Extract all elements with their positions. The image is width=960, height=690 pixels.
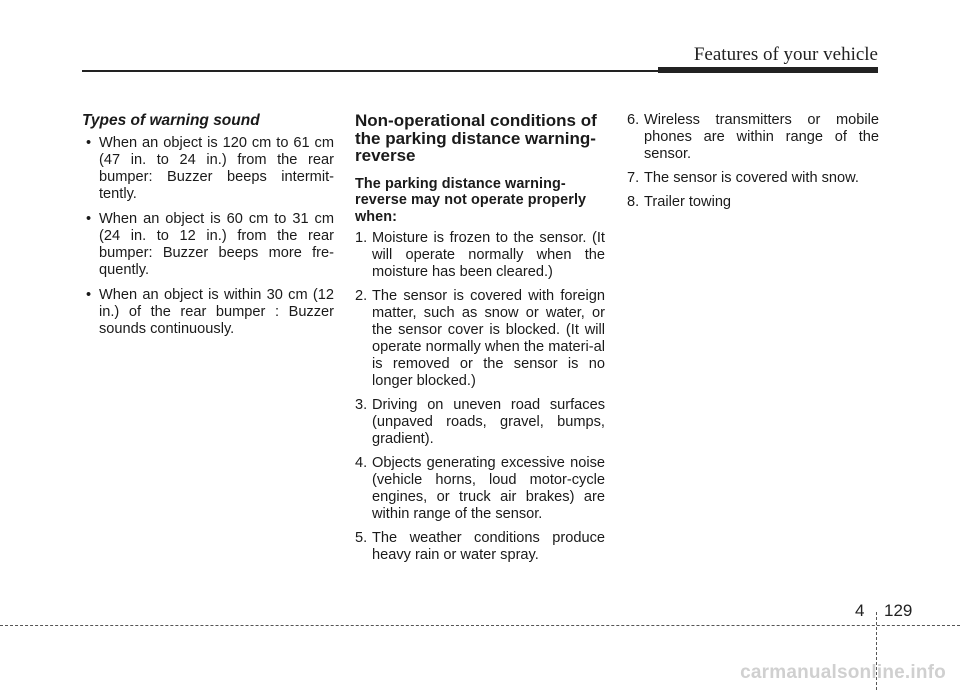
bullet-icon: • [86, 211, 92, 227]
list-item-number: 4. [355, 455, 368, 471]
bullet-icon: • [86, 287, 92, 303]
bullet-item [82, 135, 334, 203]
header-title: Features of your vehicle [693, 44, 878, 65]
column-non-operational [355, 112, 605, 571]
list-item-number: 8. [627, 194, 640, 210]
list-item-text: The weather conditions produce heavy rain or water spray. [372, 530, 605, 563]
list-item [627, 112, 879, 163]
subheading: The parking distance warning-reverse may not operate properly when: [355, 175, 587, 225]
list-item-text: Moisture is frozen to the sensor. (It will operate normally when the moisture has been cleared.) [372, 230, 605, 280]
list-item-number: 2. [355, 288, 368, 304]
section-heading-non-operational: Non-operational conditions of the parking distance warning-reverse [355, 111, 597, 165]
watermark: carmanualsonline.info [740, 662, 946, 683]
list-item-text: The sensor is covered with snow. [644, 170, 859, 186]
list-item [355, 288, 605, 390]
list-item-text: The sensor is covered with foreign matter, such as snow or water, or the sensor cover is blocked. (It will operate normally when the materi-al is removed or the sensor is no longer blocked.) [372, 288, 605, 389]
bullet-item [82, 211, 334, 279]
list-item-text: Trailer towing [644, 194, 732, 210]
list-item-number: 3. [355, 397, 368, 413]
list-item-number: 6. [627, 112, 640, 128]
list-item [355, 230, 605, 281]
column-non-operational-continued [627, 112, 879, 218]
list-item-number: 5. [355, 530, 368, 546]
footer-divider [0, 625, 960, 626]
section-heading-warning-sound: Types of warning sound [82, 112, 260, 129]
list-item [627, 194, 879, 211]
chapter-number: 4 [855, 601, 865, 620]
column-warning-sounds [82, 112, 334, 346]
bullet-text: When an object is 120 cm to 61 cm (47 in. to 24 in.) from the rear bumper: Buzzer beeps intermit-tently. [99, 135, 334, 202]
list-item-text: Objects generating excessive noise (vehicle horns, loud motor-cycle engines, or truck air brakes) are within range of the sensor. [372, 455, 605, 522]
page-number: 129 [884, 601, 913, 620]
bullet-text: When an object is within 30 cm (12 in.) of the rear bumper : Buzzer sounds continuously. [99, 287, 334, 337]
header-rule-accent [658, 67, 878, 73]
header-rule [82, 70, 660, 72]
list-item-text: Driving on uneven road surfaces (unpaved roads, gravel, bumps, gradient). [372, 397, 605, 447]
list-item-text: Wireless transmitters or mobile phones are within range of the sensor. [644, 112, 879, 162]
list-item [355, 530, 605, 564]
bullet-item [82, 287, 334, 338]
list-item-number: 7. [627, 170, 640, 186]
list-item-number: 1. [355, 230, 368, 246]
list-item [355, 455, 605, 523]
list-item [627, 170, 879, 187]
bullet-icon: • [86, 135, 92, 151]
bullet-text: When an object is 60 cm to 31 cm (24 in. to 12 in.) from the rear bumper: Buzzer beeps more fre-quently. [99, 211, 334, 278]
list-item [355, 397, 605, 448]
